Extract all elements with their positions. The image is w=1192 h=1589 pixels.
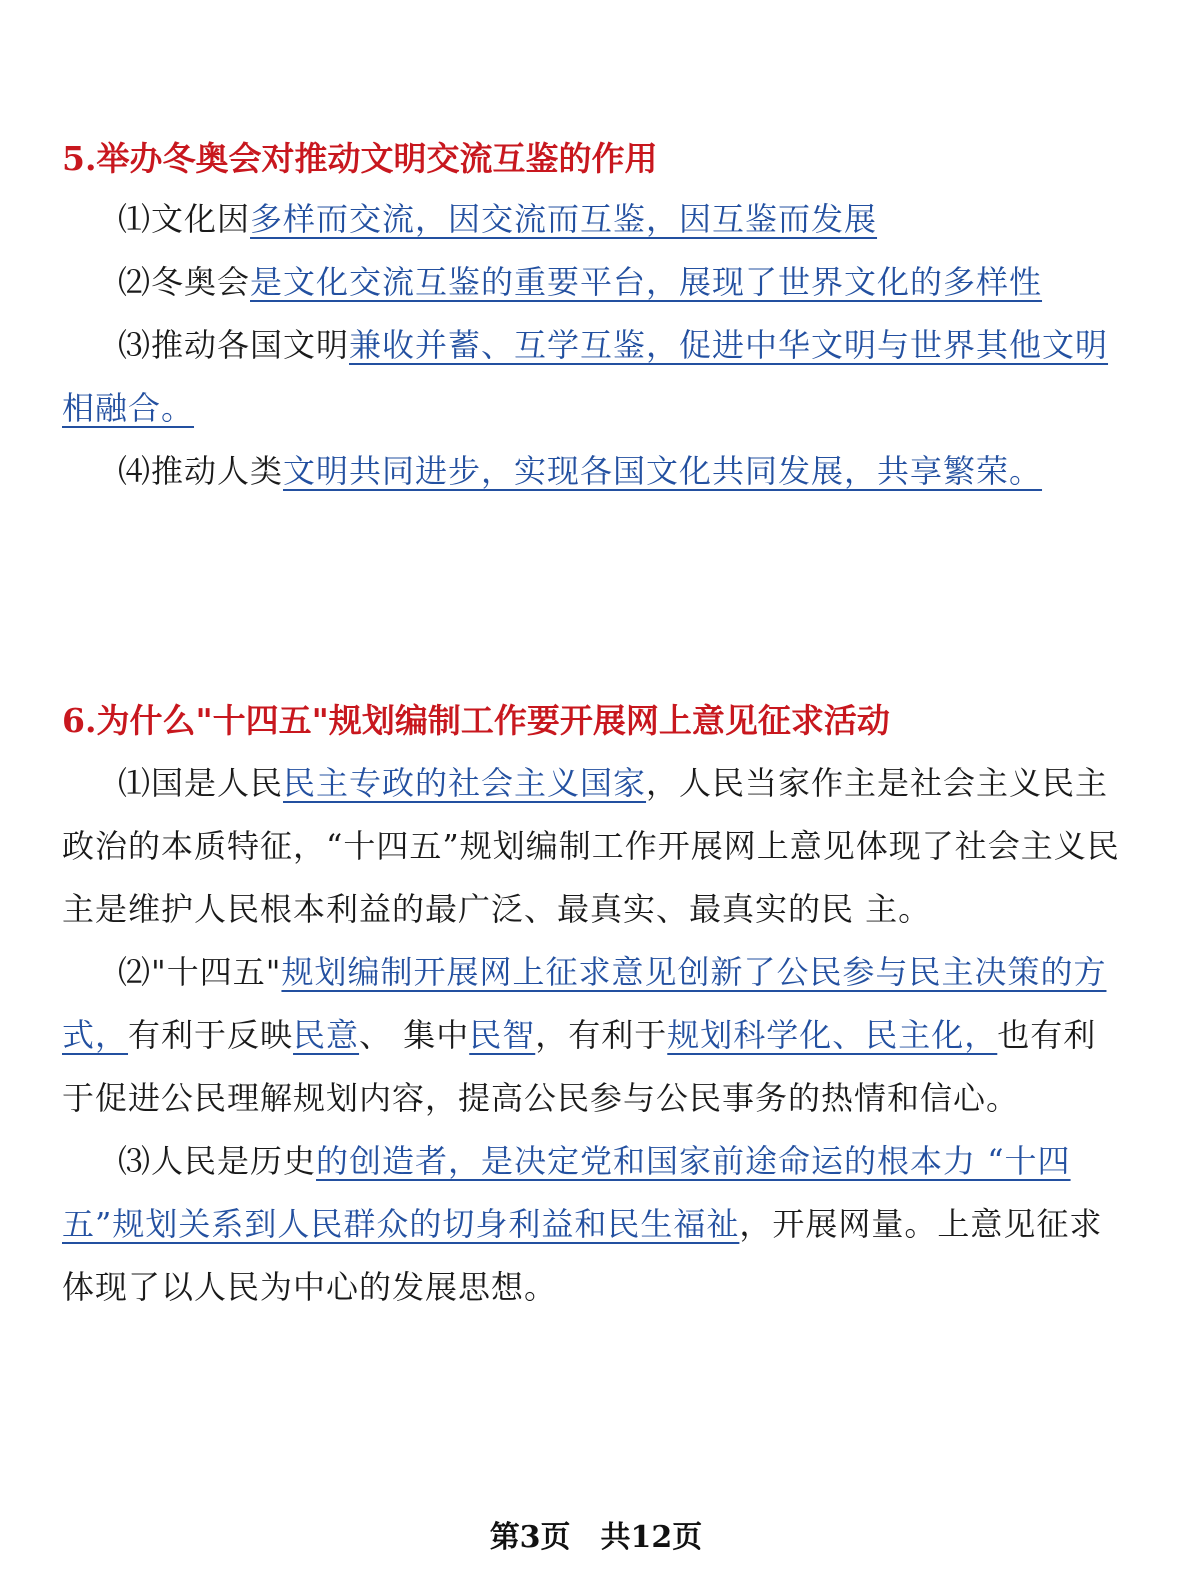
underlined-text: 规划科学化、民主化， <box>667 1016 998 1054</box>
item-text: ⑷推动人类 <box>118 452 284 490</box>
item-text: 、 集中 <box>359 1016 470 1054</box>
underlined-text: 民意 <box>293 1016 360 1054</box>
item-text: ，人民当家作主是社会主义民主政治的本质特征，“十四五”规划编制工作开展网上意见体现了社会主义民主是维护人民根本利益的最广泛、最真实、最真实的民 主。 <box>62 764 1120 928</box>
section-5-item-4 <box>62 440 1122 503</box>
item-text: ⑶推动各国文明 <box>118 326 350 364</box>
section-5-heading: 5.举办冬奥会对推动文明交流互鉴的作用 <box>62 139 658 178</box>
underlined-text: 规划编制开展网上征求意见创新了公民参与民主决策的方式， <box>62 953 1107 1054</box>
item-text: ⑴文化因 <box>118 200 251 238</box>
section-5-item-3 <box>62 314 1122 440</box>
page-footer: 第3页 共12页 <box>489 1520 703 1555</box>
section-5-body <box>62 188 1122 503</box>
underlined-text: 的创造者，是决定党和国家前途命运的根本力 “十四五”规划关系到人民群众的切身利益和民生福祉 <box>62 1142 1071 1243</box>
item-text: ⑵"十四五" <box>118 953 282 991</box>
item-text: ⑶人民是历史 <box>118 1142 317 1180</box>
item-text: ⑵冬奥会 <box>118 263 251 301</box>
item-text: 也有利于促进公民理解规划内容，提高公民参与公民事务的热情和信心。 <box>62 1016 1097 1117</box>
underlined-text: 民主专政的社会主义国家 <box>283 764 647 802</box>
underlined-text: 民智 <box>469 1016 536 1054</box>
underlined-text: 是文化交流互鉴的重要平台，展现了世界文化的多样性 <box>250 263 1043 301</box>
section-5-item-2 <box>62 251 1122 314</box>
underlined-text: 文明共同进步，实现各国文化共同发展，共享繁荣。 <box>283 452 1043 490</box>
item-text: ，有利于 <box>535 1016 668 1054</box>
item-text: ⑴国是人民 <box>118 764 284 802</box>
section-6-item-1 <box>62 752 1122 941</box>
underlined-text: 多样而交流，因交流而互鉴，因互鉴而发展 <box>250 200 878 238</box>
item-text: 有利于反映 <box>128 1016 294 1054</box>
section-6-body <box>62 752 1122 1319</box>
section-6-item-2 <box>62 941 1122 1130</box>
underlined-text: 兼收并蓄、互学互鉴，促进中华文明与世界其他文明相融合。 <box>62 326 1109 427</box>
section-6-item-3 <box>62 1130 1122 1319</box>
section-5-item-1 <box>62 188 1122 251</box>
item-text: ，开展网量。上意见征求体现了以人民为中心的发展思想。 <box>62 1205 1103 1306</box>
section-6-heading: 6.为什么"十四五"规划编制工作要开展网上意见征求活动 <box>62 701 890 740</box>
